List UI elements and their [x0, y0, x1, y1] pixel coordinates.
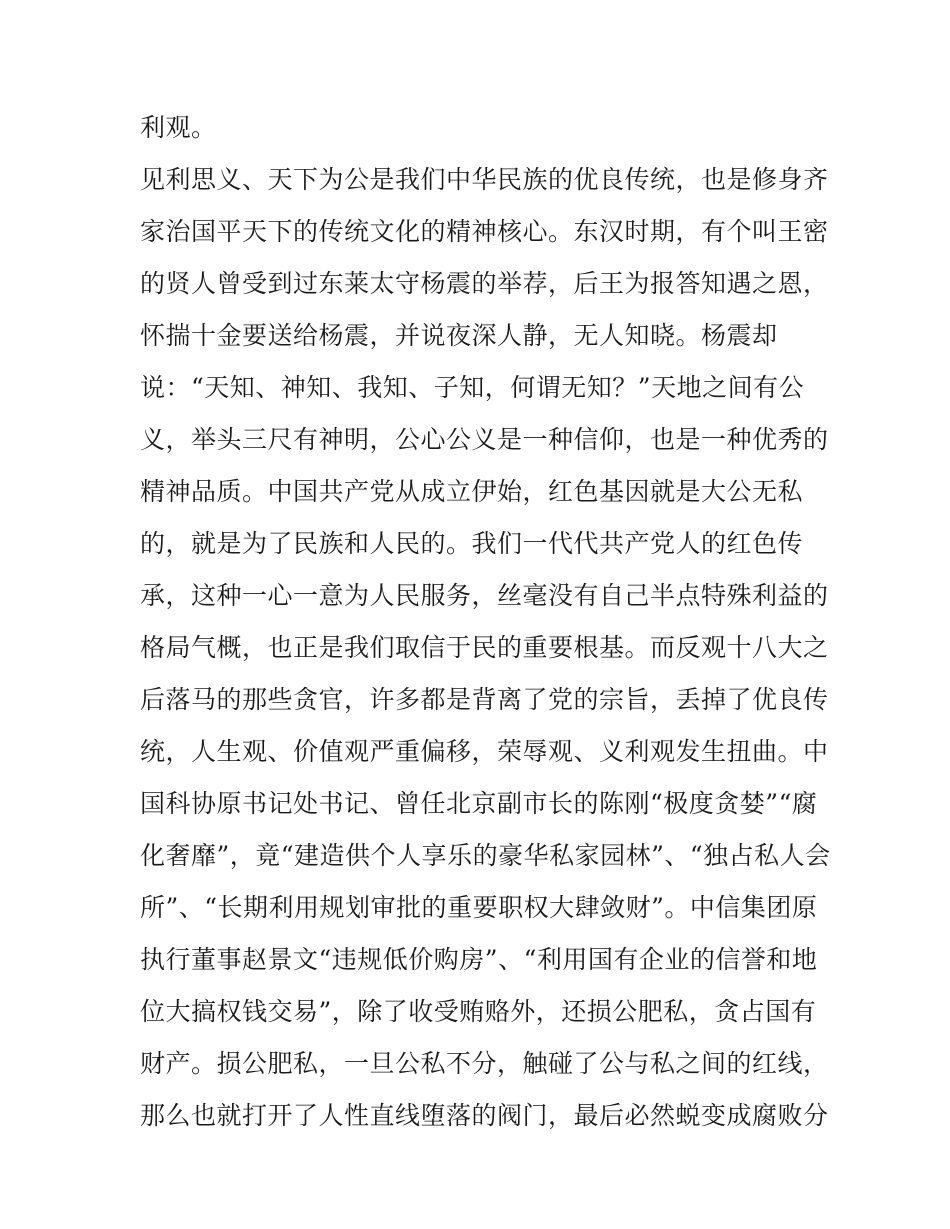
text-line: 执行董事赵景文“违规低价购房”、“利用国有企业的信誉和地 — [140, 945, 818, 974]
text-line: 位大搞权钱交易”，除了收受贿赂外，还损公肥私，贪占国有 — [140, 997, 817, 1026]
text-line: 的，就是为了民族和人民的。我们一代代共产党人的红色传 — [140, 529, 804, 558]
text-line: 说：“天知、神知、我知、子知，何谓无知？”天地之间有公 — [140, 373, 805, 402]
text-line: 怀揣十金要送给杨震，并说夜深人静，无人知晓。杨震却 — [140, 321, 778, 350]
text-line: 所”、“长期利用规划审批的重要职权大肆敛财”。中信集团原 — [140, 893, 818, 922]
text-line: 国科协原书记处书记、曾任北京副市长的陈刚“极度贪婪”“腐 — [140, 789, 818, 818]
text-line: 义，举头三尺有神明，公心公义是一种信仰，也是一种优秀的 — [140, 425, 829, 454]
text-line: 精神品质。中国共产党从成立伊始，红色基因就是大公无私 — [140, 477, 804, 506]
text-line: 格局气概，也正是我们取信于民的重要根基。而反观十八大之 — [140, 633, 829, 662]
text-line: 财产。损公肥私，一旦公私不分，触碰了公与私之间的红线， — [140, 1049, 829, 1078]
text-line: 承，这种一心一意为人民服务，丝毫没有自己半点特殊利益的 — [140, 581, 829, 610]
text-line: 家治国平天下的传统文化的精神核心。东汉时期，有个叫王密 — [140, 217, 829, 246]
text-line: 见利思义、天下为公是我们中华民族的优良传统，也是修身齐 — [140, 165, 829, 194]
text-line: 的贤人曾受到过东莱太守杨震的举荐，后王为报答知遇之恩， — [140, 269, 829, 298]
text-line: 利观。 — [140, 113, 217, 142]
text-line: 后落马的那些贪官，许多都是背离了党的宗旨，丢掉了优良传 — [140, 685, 829, 714]
text-line: 化奢靡”，竟“建造供个人享乐的豪华私家园林”、“独占私人会 — [140, 841, 831, 870]
text-line: 那么也就打开了人性直线堕落的阀门，最后必然蜕变成腐败分 — [140, 1101, 829, 1130]
text-line: 统，人生观、价值观严重偏移，荣辱观、义利观发生扭曲。中 — [140, 737, 829, 766]
